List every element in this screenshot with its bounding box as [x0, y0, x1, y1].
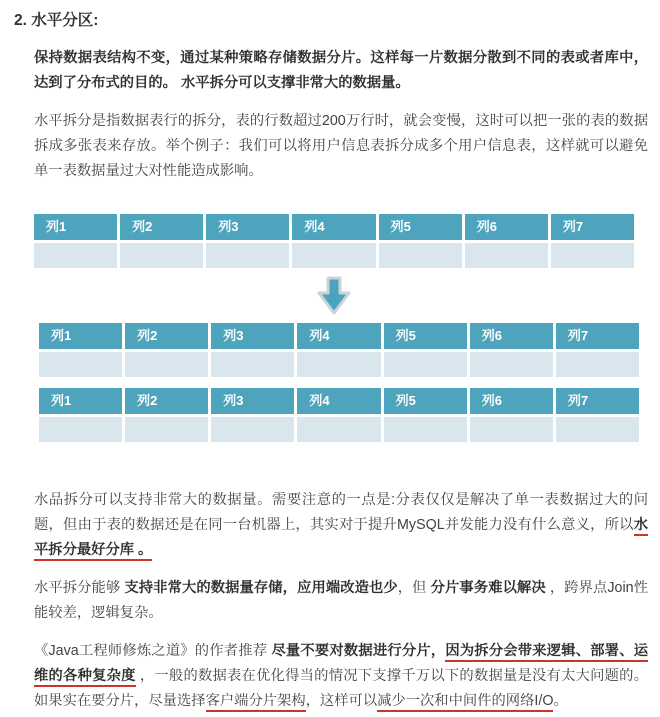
empty-data-cell — [470, 352, 553, 377]
empty-data-cell — [551, 243, 634, 268]
description-paragraph — [34, 109, 648, 184]
red-underlined-text: 客户端分片架构 — [206, 693, 306, 712]
text-run: 水平拆分能够 — [34, 580, 125, 596]
column-header-cell: 列6 — [470, 388, 553, 414]
sharding-figure — [34, 214, 648, 442]
empty-data-cell — [39, 417, 122, 442]
empty-data-cell — [211, 417, 294, 442]
down-arrow-icon — [34, 276, 634, 316]
text-run: ，但 — [397, 580, 431, 596]
column-header-cell: 列5 — [379, 214, 462, 240]
column-header-cell: 列5 — [384, 388, 467, 414]
empty-data-cell — [292, 243, 375, 268]
empty-data-cell — [465, 243, 548, 268]
empty-data-cell — [125, 417, 208, 442]
column-header-cell: 列7 — [556, 323, 639, 349]
empty-data-cell — [211, 352, 294, 377]
tradeoff-paragraph — [34, 576, 648, 626]
empty-data-cell — [470, 417, 553, 442]
text-run: 水平拆分是指数据表行的拆分，表的行数超过200万行时，就会变慢，这时可以把一张的表的数据拆成多张表来存放。举个例子：我们可以将用户信息表拆分成多个用户信息表，这样就可以避免单一表数据量过大对性能造成影响。 — [34, 113, 648, 179]
recommendation-paragraph — [34, 639, 648, 714]
bold-text: 支持非常大的数据量存储，应用端改造也少 — [124, 580, 398, 596]
column-header-cell: 列3 — [206, 214, 289, 240]
column-header-cell: 列1 — [39, 323, 122, 349]
intro-bold-paragraph — [34, 46, 648, 96]
empty-data-cell — [384, 417, 467, 442]
empty-data-cell — [297, 417, 380, 442]
empty-data-cell — [39, 352, 122, 377]
empty-data-cell — [384, 352, 467, 377]
column-header-cell: 列2 — [125, 323, 208, 349]
column-header-cell: 列2 — [125, 388, 208, 414]
text-run: ，一般的数据表在优化得当的情况下支撑千万以下的数据量是没有太大问题的。如果实在要分片，尽量选择 — [34, 668, 648, 709]
empty-data-cell — [297, 352, 380, 377]
column-header-cell: 列7 — [556, 388, 639, 414]
note-paragraph — [34, 488, 648, 563]
column-header-cell: 列3 — [211, 323, 294, 349]
empty-data-cell — [125, 352, 208, 377]
column-header-cell: 列5 — [384, 323, 467, 349]
text-run: ，这样可以 — [305, 693, 378, 709]
empty-data-cell — [206, 243, 289, 268]
column-header-cell: 列6 — [470, 323, 553, 349]
red-underlined-text: 因为拆分会带来逻辑、部署、运维的各种复杂度 — [34, 643, 648, 687]
red-underlined-text: 减少一次和中间件的网络I/O — [377, 693, 553, 712]
empty-data-cell — [34, 243, 117, 268]
text-run: 。 — [553, 693, 568, 709]
empty-data-cell — [379, 243, 462, 268]
column-header-cell: 列1 — [39, 388, 122, 414]
column-header-cell: 列1 — [34, 214, 117, 240]
text-run: 水品拆分可以支持非常大的数据量。需要注意的一点是:分表仅仅是解决了单一表数据过大的问题，但由于表的数据还是在同一台机器上，其实对于提升MySQL并发能力没有什么意义，所以 — [34, 492, 648, 533]
text-run: ，跨界点Join性能较差，逻辑复杂。 — [34, 580, 649, 621]
bold-text: 分片事务难以解决 — [430, 580, 546, 596]
section-heading: 2. 水平分区: — [14, 12, 99, 29]
original-table — [34, 214, 634, 268]
article-body — [0, 46, 660, 714]
column-header-cell: 列6 — [465, 214, 548, 240]
empty-data-cell — [120, 243, 203, 268]
column-header-cell: 列4 — [292, 214, 375, 240]
column-header-cell: 列3 — [211, 388, 294, 414]
bold-text: 尽量不要对数据进行分片， — [271, 643, 446, 659]
empty-data-cell — [556, 352, 639, 377]
red-underlined-text: 水平拆分最好分库 。 — [34, 517, 648, 561]
empty-data-cell — [556, 417, 639, 442]
split-table-2 — [39, 388, 639, 442]
article-page — [0, 10, 660, 714]
column-header-cell: 列7 — [551, 214, 634, 240]
column-header-cell: 列4 — [297, 323, 380, 349]
column-header-cell: 列2 — [120, 214, 203, 240]
text-run: 《Java工程师修炼之道》的作者推荐 — [34, 643, 272, 659]
column-header-cell: 列4 — [297, 388, 380, 414]
split-table-1 — [39, 323, 639, 377]
bold-text: 保持数据表结构不变，通过某种策略存储数据分片。这样每一片数据分散到不同的表或者库中，达到了分布式的目的。 水平拆分可以支撑非常大的数据量。 — [34, 50, 648, 91]
